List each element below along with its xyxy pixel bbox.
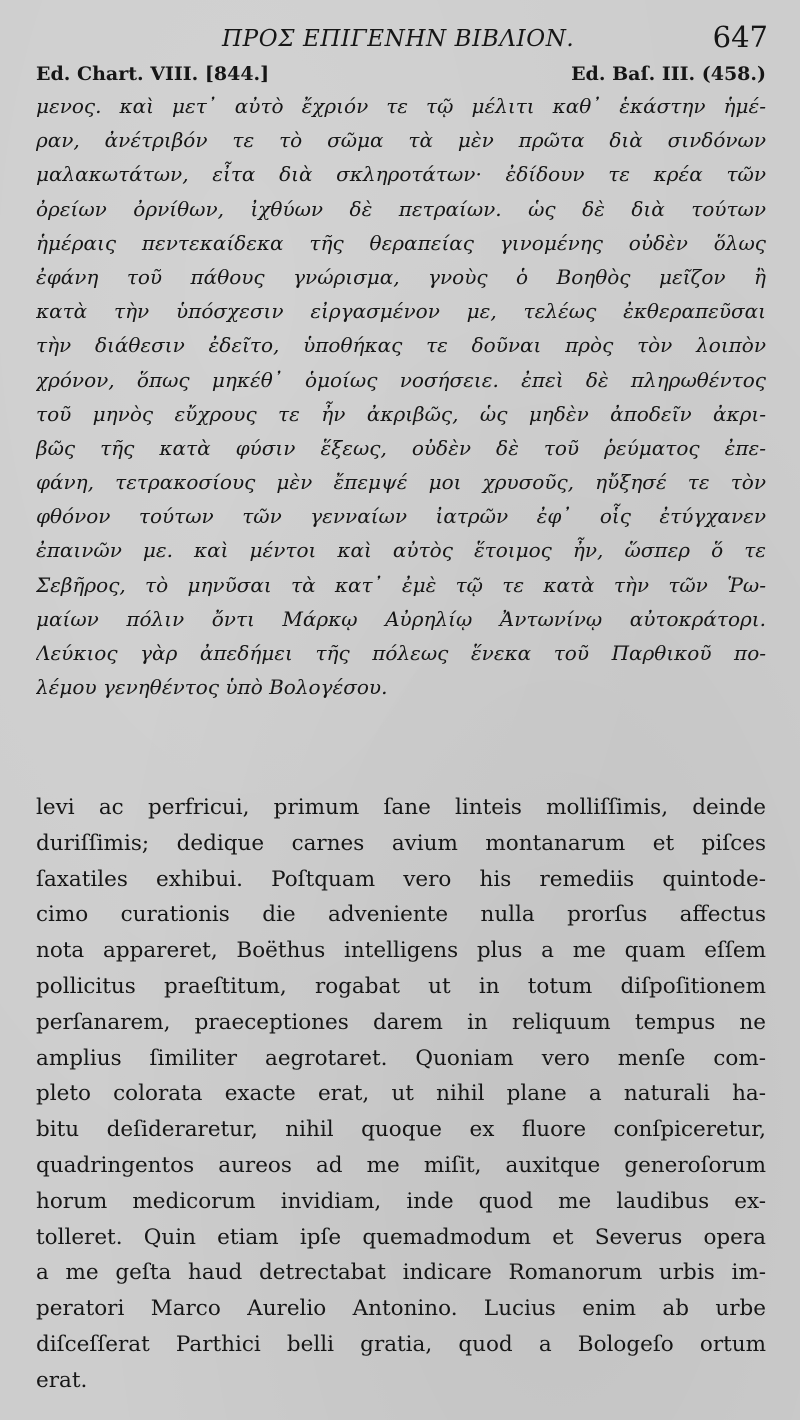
greek-line: φάνη, τετρακοσίους μὲν ἔπεμψέ μοι χρυσοῦς, ηὔξησέ τε τὸν — [36, 470, 766, 495]
latin-line: a me geſta haud detrectabat indicare Romanorum urbis im- — [36, 1260, 766, 1286]
latin-line: pollicitus praeſtitum, rogabat ut in totum diſpoſitionem — [36, 973, 766, 999]
greek-line: Σεβῆρος, τὸ μηνῦσαι τὰ κατ᾽ ἐμὲ τῷ τε κατὰ τὴν τῶν Ῥω- — [36, 572, 766, 597]
greek-line: χρόνον, ὅπως μηκέθ᾽ ὁμοίως νοσήσειε. ἐπεὶ δὲ πληρωθέντος — [36, 367, 766, 392]
edition-references — [36, 63, 766, 91]
greek-line: Λεύκιος γὰρ ἀπεδήμει τῆς πόλεως ἕνεκα τοῦ Παρθικοῦ πο- — [36, 641, 766, 665]
greek-line: ραν, ἀνέτριβόν τε τὸ σῶμα τὰ μὲν πρῶτα διὰ σινδόνων — [36, 128, 766, 153]
latin-line: diſceſſerat Parthici belli gratia, quod a Bologeſo ortum — [36, 1331, 766, 1357]
edition-chartier: Ed. Chart. VIII. [844.] — [36, 63, 270, 85]
latin-line: nota appareret, Boëthus intelligens plus a me quam eſſem — [36, 938, 766, 964]
running-head — [0, 20, 800, 60]
latin-line: bitu deſideraretur, nihil quoque ex fluore conſpiceretur, — [36, 1117, 766, 1143]
greek-line: λέμου γενηθέντος ὑπὸ Βολογέσου. — [36, 675, 388, 700]
latin-line: horum medicorum invidiam, inde quod me laudibus ex- — [36, 1188, 766, 1214]
latin-line: perſanarem, praeceptiones darem in reliquum tempus ne — [36, 1009, 766, 1035]
latin-line: duriſſimis; dedique carnes avium montanarum et piſces — [36, 830, 766, 856]
greek-line: φθόνον τούτων τῶν γενναίων ἰατρῶν ἐφ᾽ οἷς ἐτύγχανεν — [36, 504, 766, 529]
greek-line: ἐφάνη τοῦ πάθους γνώρισμα, γνοὺς ὁ Βοηθὸς μεῖζον ἢ — [36, 264, 766, 289]
greek-line: ἡμέραις πεντεκαίδεκα τῆς θεραπείας γινομένης οὐδὲν ὅλως — [36, 230, 766, 255]
greek-line: τὴν διάθεσιν ἐδεῖτο, ὑποθήκας τε δοῦναι πρὸς τὸν λοιπὸν — [36, 333, 766, 358]
latin-line: levi ac perfricui, primum ſane linteis molliſſimis, deinde — [36, 795, 766, 820]
greek-line: κατὰ τὴν ὑπόσχεσιν εἰργασμένον με, τελέως ἐκθεραπεῦσαι — [36, 299, 766, 324]
edition-basel: Ed. Baſ. III. (458.) — [571, 63, 766, 85]
greek-line: μενος. καὶ μετ᾽ αὐτὸ ἔχριόν τε τῷ μέλιτι καθ᾽ ἑκάστην ἡμέ- — [36, 94, 766, 118]
latin-line: ſaxatiles exhibui. Poſtquam vero his remediis quintode- — [36, 866, 766, 892]
latin-text-block — [36, 790, 766, 1399]
latin-line: tolleret. Quin etiam ipſe quemadmodum et Severus opera — [36, 1224, 766, 1250]
greek-line: βῶς τῆς κατὰ φύσιν ἕξεως, οὐδὲν δὲ τοῦ ῥεύματος ἐπε- — [36, 435, 766, 460]
running-title: ΠΡΟΣ ΕΠΙΓΕΝΗΝ ΒΙΒΛΙΟΝ. — [222, 26, 575, 52]
latin-line: peratori Marco Aurelio Antonino. Lucius enim ab urbe — [36, 1296, 766, 1322]
greek-line: μαίων πόλιν ὄντι Μάρκῳ Αὐρηλίῳ Ἀντωνίνῳ αὐτοκράτορι. — [36, 606, 766, 631]
greek-text-block — [36, 89, 766, 704]
latin-line: erat. — [36, 1367, 88, 1393]
latin-line: pleto colorata exacte erat, ut nihil plane a naturali ha- — [36, 1081, 766, 1107]
latin-line: quadringentos aureos ad me miſit, auxitque generoſorum — [36, 1152, 766, 1178]
page-number: 647 — [712, 20, 768, 54]
latin-line: cimo curationis die adveniente nulla prorſus affectus — [36, 902, 766, 928]
latin-line: amplius ſimiliter aegrotaret. Quoniam vero menſe com- — [36, 1045, 766, 1071]
greek-line: ἐπαινῶν με. καὶ μέντοι καὶ αὐτὸς ἕτοιμος ἦν, ὥσπερ ὅ τε — [36, 538, 766, 563]
greek-line: ὀρείων ὀρνίθων, ἰχθύων δὲ πετραίων. ὡς δὲ διὰ τούτων — [36, 196, 766, 221]
greek-line: μαλακωτάτων, εἶτα διὰ σκληροτάτων· ἐδίδουν τε κρέα τῶν — [36, 162, 766, 187]
greek-line: τοῦ μηνὸς εὔχρους τε ἦν ἀκριβῶς, ὡς μηδὲν ἀποδεῖν ἀκρι- — [36, 401, 766, 426]
